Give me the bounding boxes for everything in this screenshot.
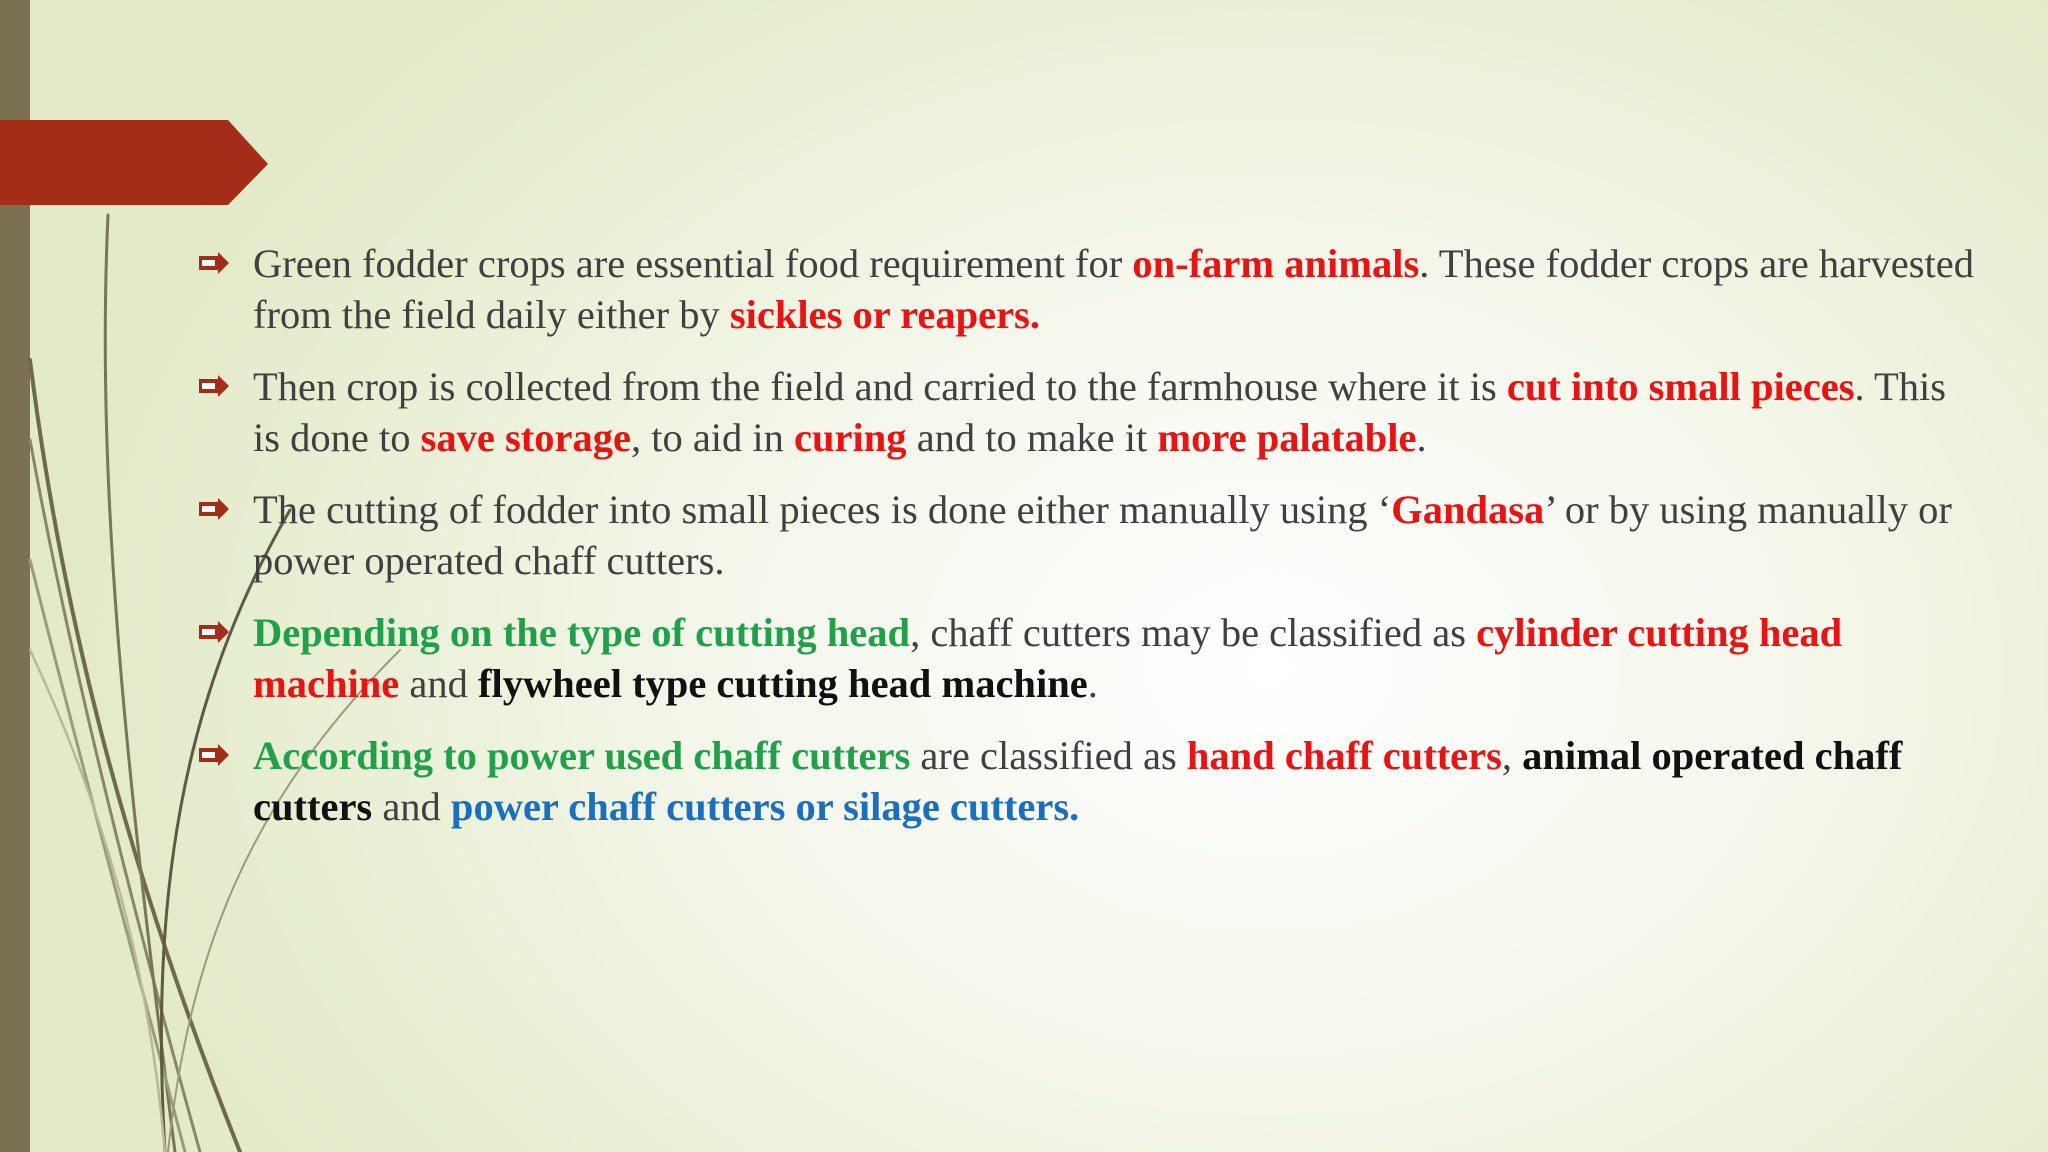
bullet-item	[196, 484, 1976, 586]
title-arrow-banner	[0, 0, 280, 210]
bullet-text: and	[372, 784, 451, 829]
bullet-text: .	[1416, 415, 1427, 460]
bullet-text: Then crop is collected from the field and carried to the farmhouse where it is	[253, 364, 1507, 409]
bullet-text: . This is done to	[253, 364, 1947, 460]
highlight-text-red: sickles or reapers.	[729, 292, 1040, 337]
bullet-item	[196, 361, 1976, 463]
highlight-text-green: Depending on the type of cutting head	[253, 610, 911, 655]
bullet-item	[196, 238, 1976, 340]
bullet-item	[196, 607, 1976, 709]
bullet-text: .	[1087, 661, 1098, 706]
curve-3	[105, 215, 175, 1152]
highlight-text-red: more palatable	[1157, 415, 1417, 460]
bullet-text: , to aid in	[630, 415, 795, 460]
bullet-text: are classified as	[910, 733, 1187, 778]
highlight-text-red: curing	[794, 415, 907, 460]
highlight-text-red: hand chaff cutters	[1186, 733, 1502, 778]
bullet-text: The cutting of fodder into small pieces is done either manually using ‘	[253, 487, 1392, 532]
highlight-text-green: According to power used chaff cutters	[253, 733, 911, 778]
highlight-text-black: flywheel type cutting head machine	[477, 661, 1088, 706]
highlight-text-red: Gandasa	[1391, 487, 1545, 532]
bullet-text: and	[399, 661, 478, 706]
curve-2	[30, 440, 200, 1152]
arrow-bullet-icon	[198, 252, 230, 274]
bullet-text: , chaff cutters may be classified as	[910, 610, 1477, 655]
arrow-bullet-icon	[198, 621, 230, 643]
bullet-text: and to make it	[906, 415, 1158, 460]
arrow-bullet-icon	[198, 498, 230, 520]
highlight-text-red: on-farm animals	[1132, 241, 1420, 286]
bullet-text: . These fodder crops are harvested from the field daily either by	[253, 241, 1975, 337]
bullet-text: ’ or by using manually or power operated chaff cutters.	[253, 487, 1952, 583]
highlight-text-black: animal operated chaff cutters	[253, 733, 1903, 829]
highlight-text-red: save storage	[420, 415, 631, 460]
bullet-text: Green fodder crops are essential food requirement for	[253, 241, 1133, 286]
highlight-text-red: cylinder cutting head machine	[253, 610, 1843, 706]
highlight-text-blue: power chaff cutters or silage cutters.	[450, 784, 1080, 829]
bullet-text: ,	[1501, 733, 1523, 778]
arrow-bullet-icon	[198, 375, 230, 397]
bullet-item	[196, 730, 1976, 832]
bullet-list	[196, 238, 1976, 853]
highlight-text-red: cut into small pieces	[1506, 364, 1855, 409]
arrow-bullet-icon	[198, 744, 230, 766]
